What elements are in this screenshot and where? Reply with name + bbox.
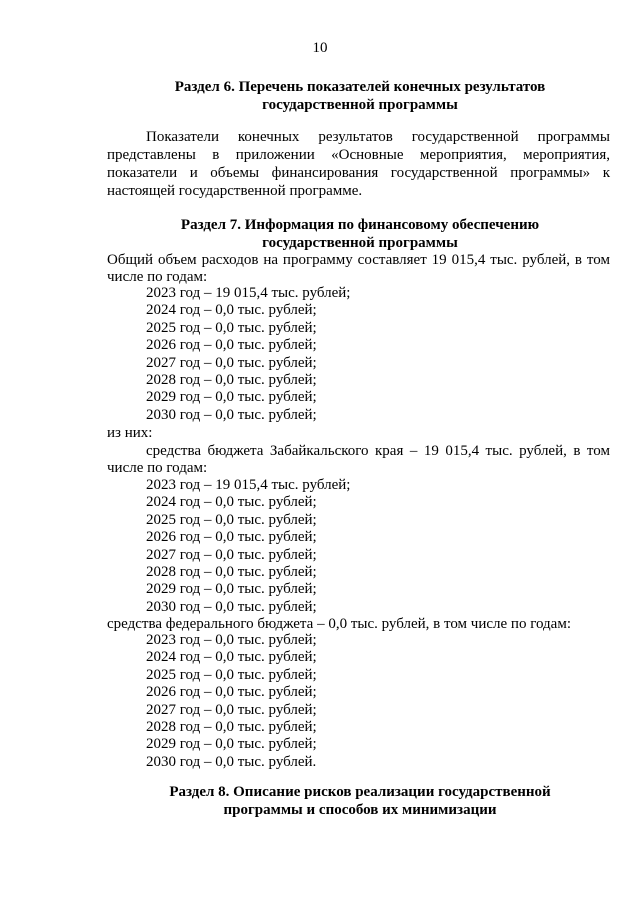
list-item: 2025 год – 0,0 тыс. рублей; <box>146 666 317 683</box>
list-item: 2029 год – 0,0 тыс. рублей; <box>146 581 317 598</box>
page-number: 10 <box>312 40 328 56</box>
list-item: 2025 год – 0,0 тыс. рублей; <box>146 319 317 336</box>
list-item: 2024 год – 0,0 тыс. рублей; <box>146 649 317 666</box>
federal-budget-line: средства федерального бюджета – 0,0 тыс. рублей, в том числе по годам: <box>107 616 571 632</box>
section-6-heading <box>110 78 610 114</box>
of-them-label: из них: <box>107 425 153 441</box>
list-item: 2030 год – 0,0 тыс. рублей; <box>146 598 317 615</box>
section-6-heading-line-1: Раздел 6. Перечень показателей конечных результатов <box>174 79 546 95</box>
list-item: 2023 год – 0,0 тыс. рублей; <box>146 632 317 648</box>
list-item: 2026 год – 0,0 тыс. рублей; <box>146 684 317 701</box>
total-years-list <box>146 285 350 424</box>
federal-years-list <box>146 632 317 771</box>
list-item: 2026 год – 0,0 тыс. рублей; <box>146 529 317 546</box>
list-item: 2024 год – 0,0 тыс. рублей; <box>146 494 317 511</box>
list-item: 2023 год – 19 015,4 тыс. рублей; <box>146 477 351 493</box>
section-8-heading <box>110 783 610 819</box>
section-6-heading-line-2: государственной программы <box>262 97 458 113</box>
list-item: 2028 год – 0,0 тыс. рублей; <box>146 372 317 389</box>
list-item: 2029 год – 0,0 тыс. рублей; <box>146 389 317 406</box>
total-expenses-line-2: числе по годам: <box>107 269 208 285</box>
list-item: 2025 год – 0,0 тыс. рублей; <box>146 511 317 528</box>
list-item: 2027 год – 0,0 тыс. рублей; <box>146 354 317 371</box>
section-6-paragraph-line-2: представлены в приложении «Основные мероприятия, мероприятия, <box>107 147 610 163</box>
list-item: 2024 год – 0,0 тыс. рублей; <box>146 302 317 319</box>
list-item: 2030 год – 0,0 тыс. рублей. <box>146 753 317 770</box>
regional-years-list <box>146 477 350 616</box>
list-item: 2027 год – 0,0 тыс. рублей; <box>146 701 317 718</box>
section-6-paragraph-line-4: настоящей государственной программе. <box>107 183 363 199</box>
list-item: 2026 год – 0,0 тыс. рублей; <box>146 337 317 354</box>
section-7-heading <box>110 216 610 252</box>
list-item: 2030 год – 0,0 тыс. рублей; <box>146 406 317 423</box>
section-8-heading-line-1: Раздел 8. Описание рисков реализации государственной <box>169 784 551 800</box>
list-item: 2027 год – 0,0 тыс. рублей; <box>146 546 317 563</box>
list-item: 2029 год – 0,0 тыс. рублей; <box>146 736 317 753</box>
list-item: 2028 год – 0,0 тыс. рублей; <box>146 719 317 736</box>
regional-budget-line-2: числе по годам: <box>107 460 208 476</box>
section-6-paragraph-line-1: Показатели конечных результатов государственной программы <box>146 129 610 145</box>
section-6-paragraph-line-3: показатели и объемы финансирования государственной программы» к <box>107 165 610 181</box>
list-item: 2028 год – 0,0 тыс. рублей; <box>146 564 317 581</box>
list-item: 2023 год – 19 015,4 тыс. рублей; <box>146 285 351 301</box>
regional-budget-line-1: средства бюджета Забайкальского края – 19 015,4 тыс. рублей, в том <box>146 443 610 459</box>
section-8-heading-line-2: программы и способов их минимизации <box>223 802 497 818</box>
section-7-heading-line-2: государственной программы <box>262 235 458 251</box>
section-7-heading-line-1: Раздел 7. Информация по финансовому обеспечению <box>180 217 540 233</box>
total-expenses-line-1: Общий объем расходов на программу составляет 19 015,4 тыс. рублей, в том <box>107 252 610 268</box>
